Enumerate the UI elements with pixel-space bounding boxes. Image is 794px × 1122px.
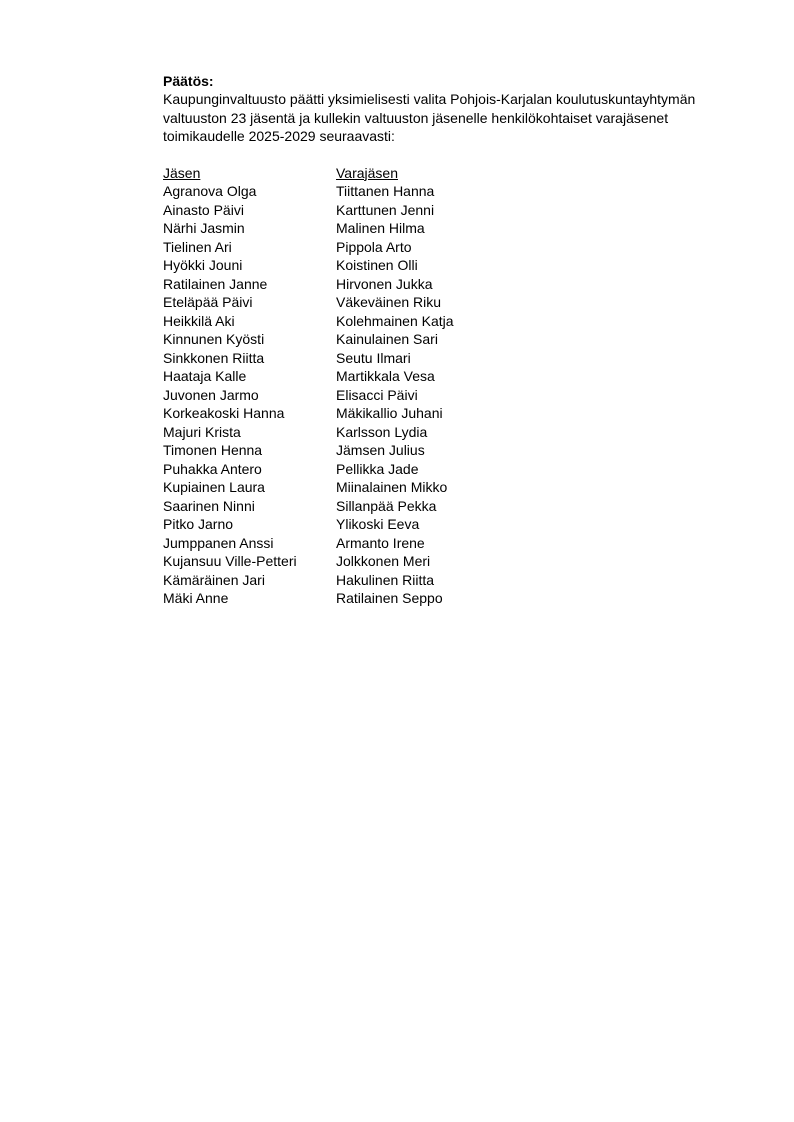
deputy-name: Hirvonen Jukka — [336, 275, 433, 292]
deputy-name: Ylikoski Eeva — [336, 516, 420, 532]
table-row — [163, 256, 536, 275]
table-row — [163, 460, 536, 479]
member-name: Ainasto Päivi — [163, 201, 244, 218]
table-row — [163, 219, 536, 238]
deputy-name: Tiittanen Hanna — [336, 183, 435, 199]
table-row — [163, 182, 536, 201]
table-row — [163, 497, 536, 516]
deputy-name: Jämsen Julius — [336, 442, 425, 458]
deputy-name: Pellikka Jade — [336, 460, 419, 477]
table-row — [163, 201, 536, 220]
members-table — [163, 164, 536, 608]
member-name: Ratilainen Janne — [163, 275, 268, 292]
member-name: Pitko Jarno — [163, 516, 234, 532]
table-row — [163, 367, 536, 386]
deputy-name: Armanto Irene — [336, 534, 425, 551]
decision-text: Kaupunginvaltuusto päätti yksimielisesti valita Pohjois-Karjalan koulutuskuntayhtymän valtuuston 23 jäsentä ja kullekin valtuuston jäsenelle henkilökohtaiset varajäsenet toimikaudelle 2025-2029 seuraavasti: — [163, 91, 696, 144]
table-row — [163, 312, 536, 331]
deputy-name: Seutu Ilmari — [336, 349, 411, 366]
member-name: Kämäräinen Jari — [163, 571, 265, 588]
deputy-name: Miinalainen Mikko — [336, 479, 448, 495]
member-name: Timonen Henna — [163, 442, 263, 458]
deputy-name: Martikkala Vesa — [336, 368, 435, 384]
deputy-name: Hakulinen Riitta — [336, 571, 435, 588]
member-name: Eteläpää Päivi — [163, 294, 253, 310]
member-name: Kupiainen Laura — [163, 479, 265, 495]
member-name: Korkeakoski Hanna — [163, 405, 285, 421]
table-row — [163, 589, 536, 608]
member-name: Närhi Jasmin — [163, 220, 245, 236]
table-row — [163, 534, 536, 553]
deputy-name: Väkeväinen Riku — [336, 294, 442, 310]
table-row — [163, 386, 536, 405]
deputy-name: Malinen Hilma — [336, 220, 425, 236]
table-row — [163, 515, 536, 534]
deputy-name: Sillanpää Pekka — [336, 497, 437, 514]
table-row — [163, 552, 536, 571]
member-name: Hyökki Jouni — [163, 257, 243, 273]
table-row — [163, 293, 536, 312]
member-name: Haataja Kalle — [163, 368, 247, 384]
document-page — [163, 72, 743, 608]
deputy-name: Pippola Arto — [336, 238, 412, 255]
member-name: Puhakka Antero — [163, 460, 262, 477]
column-header-deputy: Varajäsen — [336, 164, 399, 181]
deputy-name: Karlsson Lydia — [336, 423, 428, 440]
table-row — [163, 330, 536, 349]
deputy-name: Elisacci Päivi — [336, 386, 418, 403]
table-row — [163, 404, 536, 423]
table-row — [163, 238, 536, 257]
member-name: Tielinen Ari — [163, 238, 232, 255]
table-row — [163, 349, 536, 368]
member-name: Majuri Krista — [163, 423, 241, 440]
member-name: Saarinen Ninni — [163, 497, 255, 514]
deputy-name: Kolehmainen Katja — [336, 312, 454, 329]
table-row — [163, 275, 536, 294]
table-row — [163, 571, 536, 590]
deputy-name: Ratilainen Seppo — [336, 590, 443, 606]
member-name: Sinkkonen Riitta — [163, 349, 265, 366]
member-name: Juvonen Jarmo — [163, 386, 259, 403]
deputy-name: Jolkkonen Meri — [336, 553, 431, 569]
member-name: Mäki Anne — [163, 590, 229, 606]
member-name: Kujansuu Ville-Petteri — [163, 553, 297, 569]
deputy-name: Kainulainen Sari — [336, 331, 438, 347]
member-name: Kinnunen Kyösti — [163, 331, 265, 347]
deputy-name: Mäkikallio Juhani — [336, 405, 443, 421]
member-name: Jumppanen Anssi — [163, 534, 274, 551]
deputy-name: Karttunen Jenni — [336, 201, 435, 218]
deputy-name: Koistinen Olli — [336, 257, 418, 273]
member-name: Agranova Olga — [163, 183, 257, 199]
member-name: Heikkilä Aki — [163, 312, 235, 329]
decision-heading: Päätös: — [163, 73, 214, 89]
column-header-member: Jäsen — [163, 164, 201, 181]
table-row — [163, 423, 536, 442]
table-row — [163, 441, 536, 460]
table-row — [163, 478, 536, 497]
table-header-row — [163, 164, 536, 183]
